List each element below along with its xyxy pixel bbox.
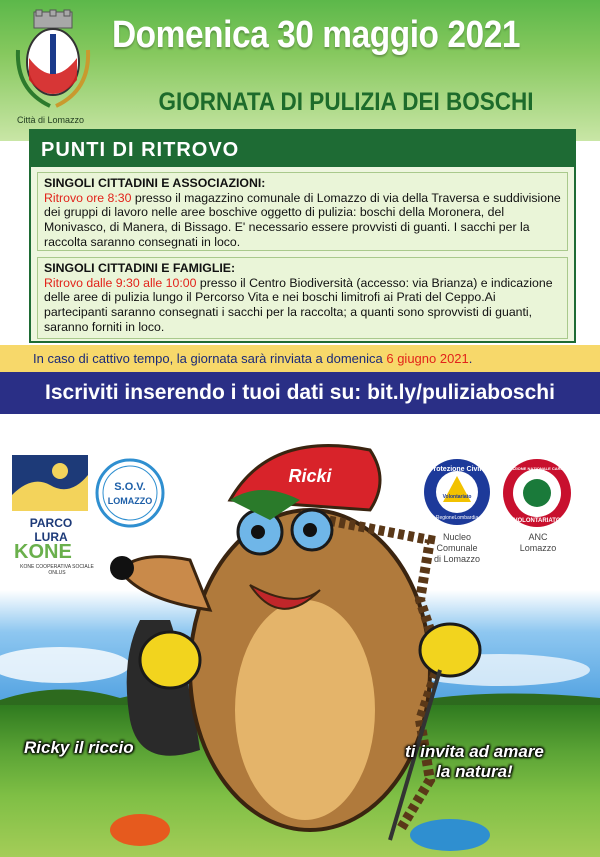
mascot-right-caption	[405, 742, 544, 782]
anc-caption-line: ANC	[528, 532, 548, 542]
meeting-time: Ritrovo ore 8:30	[44, 190, 132, 205]
sov-top-text: S.O.V.	[114, 481, 146, 493]
event-date-title: Domenica 30 maggio 2021	[111, 14, 521, 56]
pc-ring-mid: Volontariato	[442, 494, 472, 500]
meeting-block-associations	[37, 172, 568, 251]
postponed-date: 6 giugno 2021	[386, 351, 469, 366]
panel-header	[31, 131, 574, 167]
anc-caption-line: Lomazzo	[519, 543, 557, 553]
weather-end: .	[468, 351, 473, 366]
pc-ring-top: Protezione Civile	[428, 466, 486, 473]
block-heading: SINGOLI CITTADINI E ASSOCIAZIONI:	[44, 176, 266, 190]
signup-link-text[interactable]: Iscriviti inserendo i tuoi dati su: bit.ly/puliziaboschi	[45, 381, 555, 404]
caption-line: la natura!	[436, 762, 513, 781]
meeting-points-panel	[29, 129, 576, 343]
city-crest-icon	[14, 10, 92, 110]
kone-sub-label: KONE COOPERATIVA SOCIALE ONLUS	[20, 564, 94, 576]
hedgehog-mascot-icon	[100, 420, 520, 857]
pc-caption-line: Comunale	[436, 543, 478, 553]
weather-note	[33, 351, 472, 366]
parco-lura-logo-icon	[12, 455, 88, 511]
city-label: Città di Lomazzo	[17, 115, 85, 125]
mascot-left-caption: Ricky il riccio	[24, 738, 134, 757]
event-subtitle: GIORNATA DI PULIZIA DEI BOSCHI	[158, 88, 534, 116]
meeting-block-families	[37, 257, 568, 339]
caption-line: ti invita ad amare	[405, 742, 544, 761]
block-body: presso il magazzino comunale di Lomazzo di via della Traversa e suddivisione dei gruppi di lavoro nelle aree boschive oggetto di pulizia: boschi della Moronera, del Monivasco, di Manera, di Bissago. E' necessario essere provvisti di guanti. I sacchi per la raccolta saranno consegnati in loco.	[44, 190, 561, 249]
weather-strip	[0, 345, 600, 372]
kone-logo-icon	[12, 538, 94, 564]
weather-text: In caso di cattivo tempo, la giornata sarà rinviata a domenica	[33, 351, 387, 366]
anc-ring-bottom: VOLONTARIATO	[513, 518, 561, 524]
parco-lura-label: PARCO LURA	[29, 516, 73, 544]
block-body: presso il Centro Biodiversità (accesso: via Brianza) e indicazione delle aree di pulizia lungo il Percorso Vita e nei boschi limitrofi ai Prati del Ceppo.Ai partecipanti saranno consegnati i sacchi per la raccolta; a quanti sono sprovvisti di guanti, saranno forniti in loco.	[44, 275, 553, 334]
pc-ring-bot: RegioneLombardia	[435, 515, 479, 521]
signup-banner	[0, 372, 600, 414]
block-heading: SINGOLI CITTADINI E FAMIGLIE:	[44, 261, 236, 275]
meeting-time: Ritrovo dalle 9:30 alle 10:00	[44, 275, 197, 290]
pc-caption-line: di Lomazzo	[433, 554, 481, 564]
kone-logo-text: KONE	[14, 541, 72, 563]
cap-name-text: Ricki	[288, 466, 332, 486]
pc-caption-line: Nucleo	[442, 532, 471, 542]
panel-title: PUNTI DI RITROVO	[41, 139, 240, 161]
anc-ring-text: ASSOCIAZIONE NAZIONALE CARABINIERI	[495, 466, 579, 471]
sov-bottom-text: LOMAZZO	[107, 496, 153, 506]
